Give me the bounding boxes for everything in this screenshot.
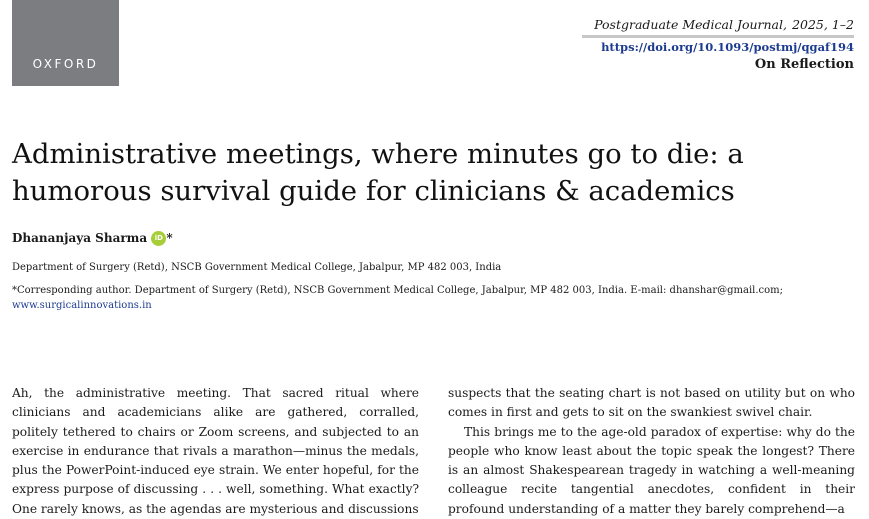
website-link[interactable]: www.surgicalinnovations.in — [12, 300, 152, 311]
orcid-icon[interactable]: iD — [151, 231, 166, 246]
corresponding-author — [12, 283, 862, 313]
publisher-logo-text: OXFORD — [32, 57, 99, 71]
corresponding-mark: * — [166, 231, 173, 245]
body-column-left — [12, 384, 419, 519]
section-label: On Reflection — [754, 57, 854, 72]
corresponding-text: *Corresponding author. Department of Surgery (Retd), NSCB Government Medical College, Jabalpur, MP 482 003, India. E-mail: dhanshar@gmail.com; — [12, 285, 784, 296]
article-title: Administrative meetings, where minutes go to die: a humorous survival guide for clinicians & academics — [12, 138, 744, 207]
journal-name: Postgraduate Medical Journal, — [594, 17, 787, 32]
journal-citation — [594, 14, 854, 33]
doi-link[interactable]: https://doi.org/10.1093/postmj/qgaf194 — [601, 40, 854, 54]
author-line — [12, 231, 173, 246]
body-paragraph: suspects that the seating chart is not based on utility but on who comes in first and gets to sit on the swankiest swivel chair. — [448, 386, 855, 420]
journal-year-pages: 2025, 1–2 — [792, 17, 854, 32]
body-paragraph: This brings me to the age-old paradox of expertise: why do the people who know least about the topic speak the longest? There is an almost Shakespearean tragedy in watching a well-meaning colleague recite tangential anecdotes, confident in their profound understanding of a matter they barely comprehend—a — [448, 424, 855, 516]
publisher-logo — [12, 0, 119, 86]
author-name[interactable]: Dhananjaya Sharma — [12, 231, 148, 245]
body-column-right — [448, 384, 855, 519]
body-paragraph: Ah, the administrative meeting. That sacred ritual where clinicians and academicians alike are gathered, corralled, politely tethered to chairs or Zoom screens, and subjected to an exercise in endurance that rivals a marathon—minus the medals, plus the PowerPoint-induced eye strain. We enter hopeful, for the express purpose of discussing . . . well, something. What exactly? One rarely knows, as the agendas are mysterious and discussions — [12, 386, 419, 516]
affiliation: Department of Surgery (Retd), NSCB Government Medical College, Jabalpur, MP 482 003, India — [12, 262, 502, 273]
header-divider — [582, 35, 854, 38]
